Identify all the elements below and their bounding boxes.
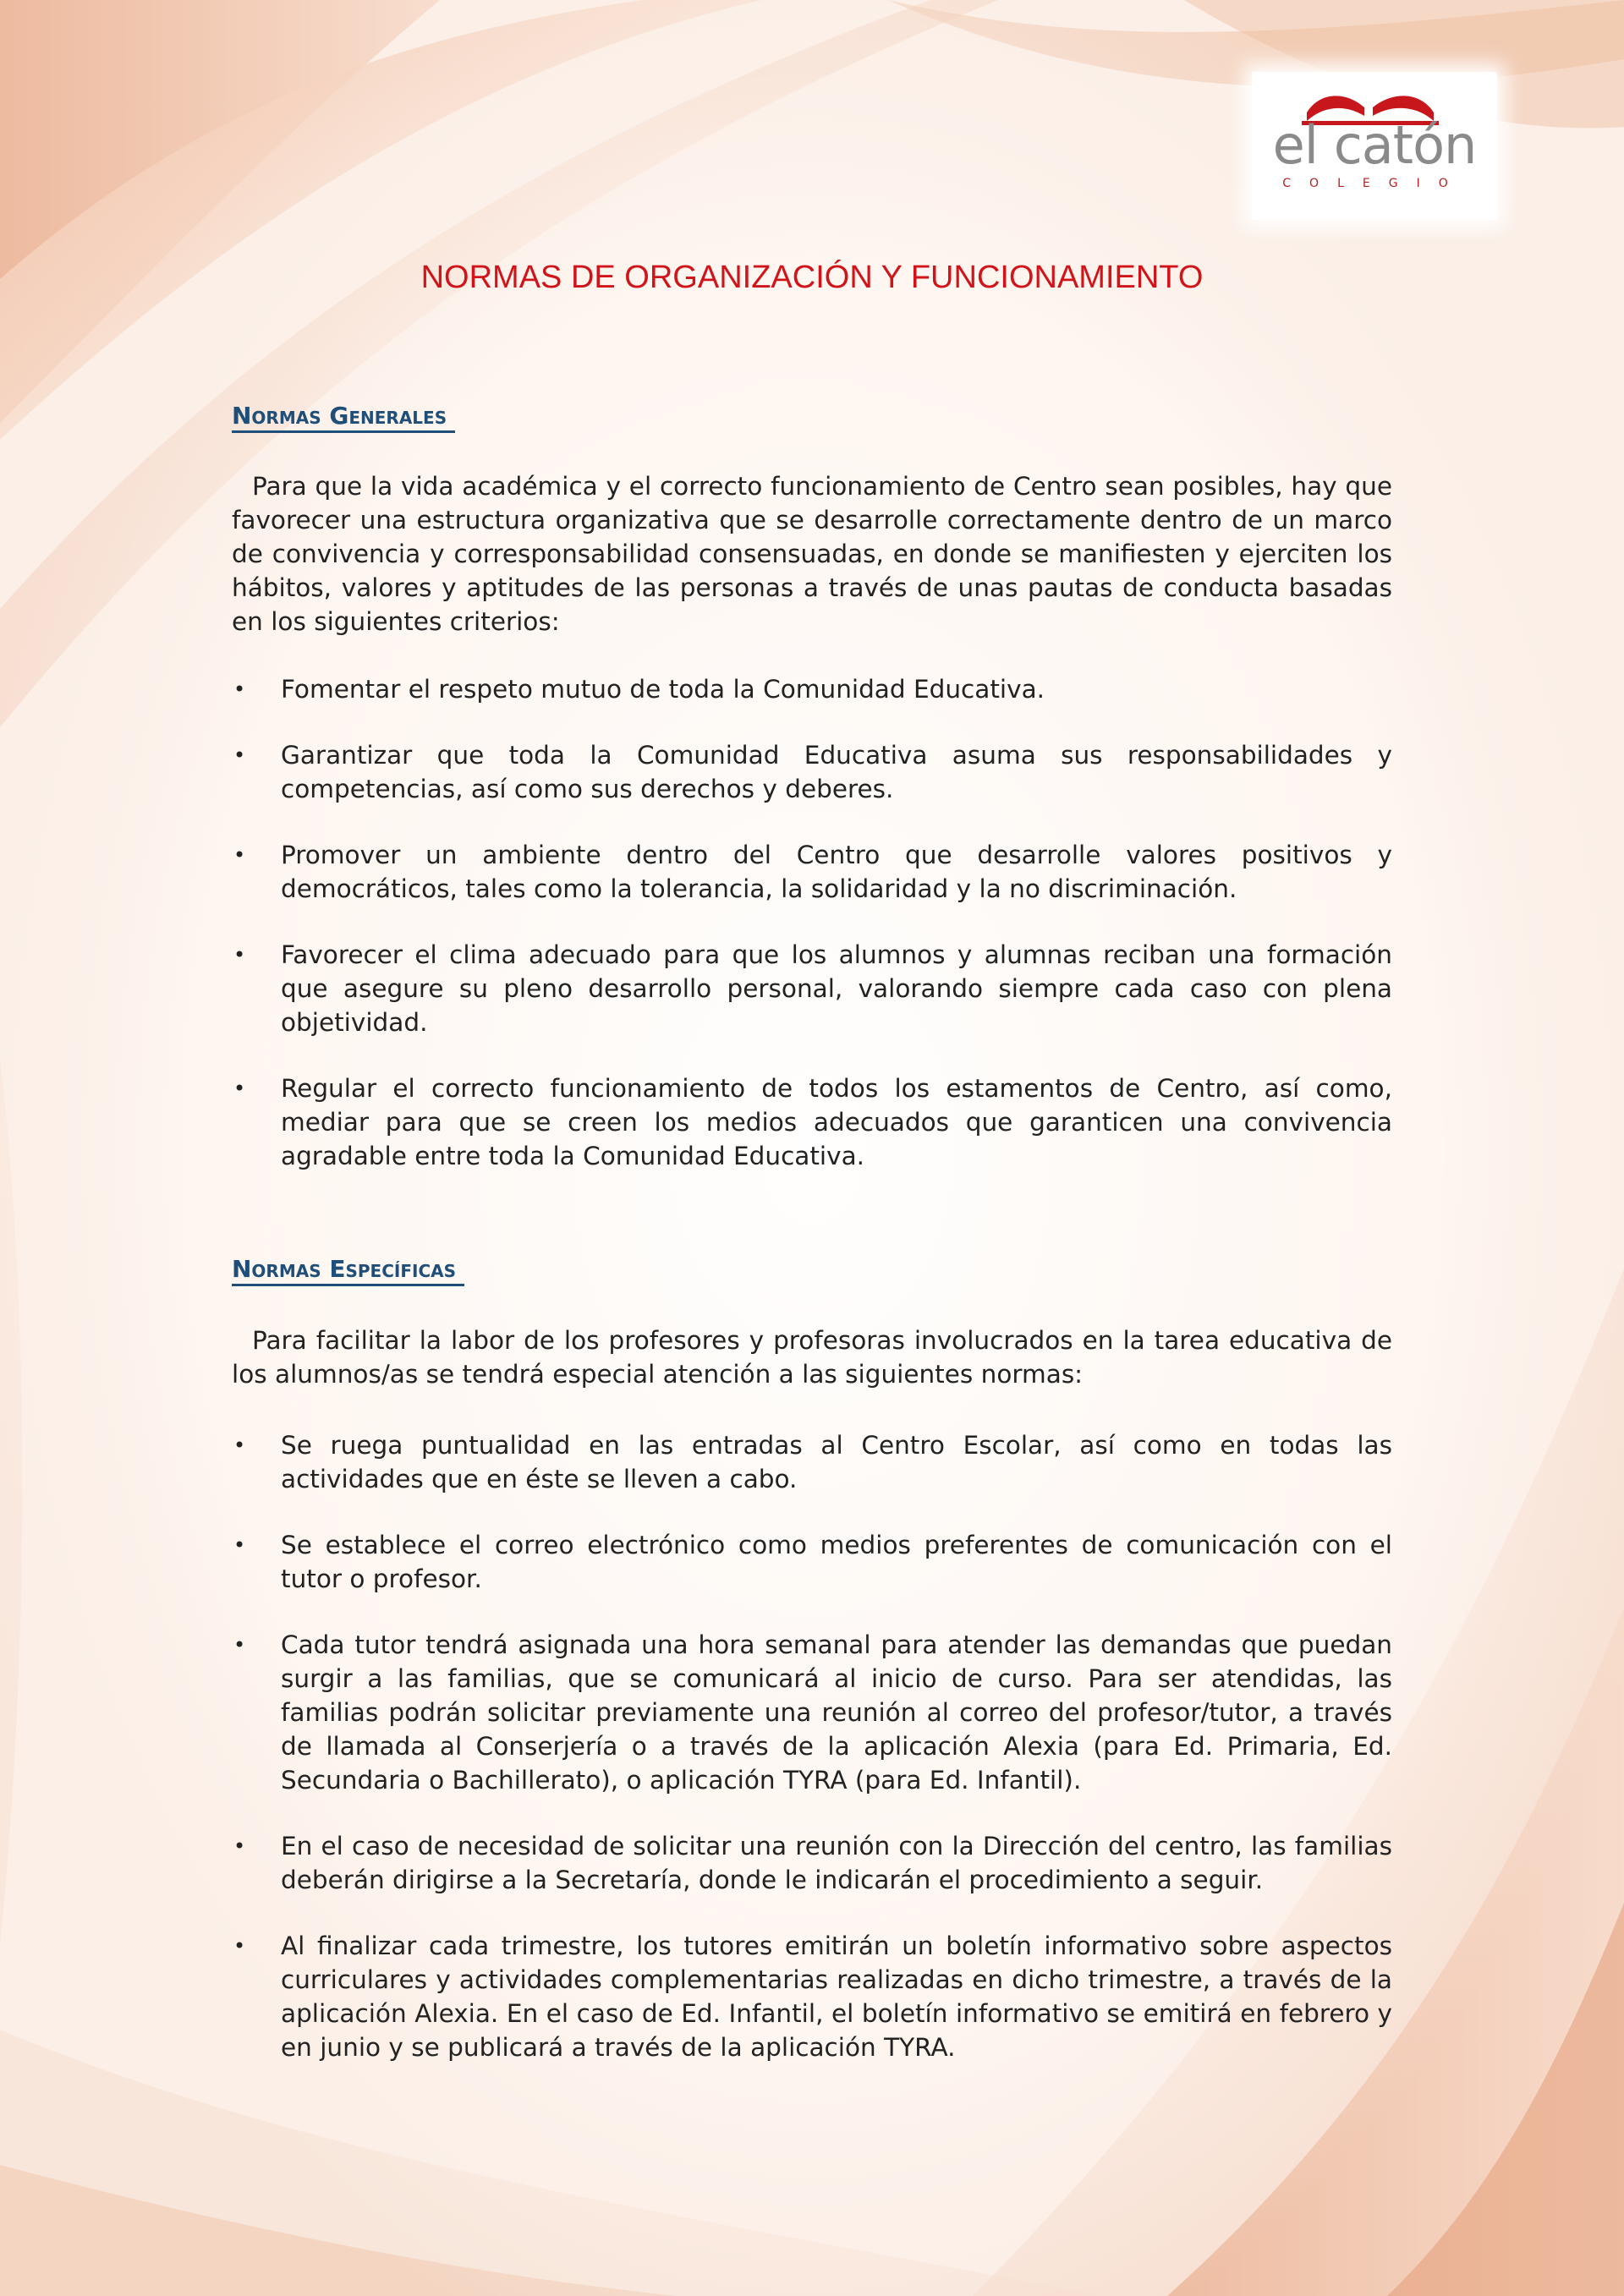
section-heading-specific: Normas Específicas <box>232 1255 464 1286</box>
bullet-icon: • <box>233 1834 246 1858</box>
bullet-icon: • <box>233 677 246 701</box>
list-item: • Fomentar el respeto mutuo de toda la Comunidad Educativa. <box>232 672 1392 706</box>
list-item: • Regular el correcto funcionamiento de todos los estamentos de Centro, así como, mediar para que se creen los medios adecuados que garanticen una convivencia agradable entre toda la Comunidad Educativa. <box>232 1071 1392 1173</box>
list-item: • Garantizar que toda la Comunidad Educativa asuma sus responsabilidades y competencias, así como sus derechos y deberes. <box>232 738 1392 806</box>
logo-name: el catón <box>1272 114 1477 176</box>
list-item: • Al finalizar cada trimestre, los tutores emitirán un boletín informativo sobre aspectos curriculares y actividades complementarias realizadas en dicho trimestre, a través de la aplicación Alexia. En el caso de Ed. Infantil, el boletín informativo se emitirá en febrero y en junio y se publicará a través de la aplicación TYRA. <box>232 1929 1392 2064</box>
school-logo <box>1252 72 1497 220</box>
list-item: • Favorecer el clima adecuado para que los alumnos y alumnas reciban una formación que asegure su pleno desarrollo personal, valorando siempre cada caso con plena objetividad. <box>232 938 1392 1039</box>
general-norms-list <box>232 672 1392 1173</box>
bullet-icon: • <box>233 843 246 867</box>
bullet-icon: • <box>233 1533 246 1557</box>
bullet-icon: • <box>233 1433 246 1457</box>
bullet-icon: • <box>233 943 246 967</box>
specific-norms-list <box>232 1428 1392 2064</box>
list-item: • Se ruega puntualidad en las entradas al Centro Escolar, así como en todas las actividades que en éste se lleven a cabo. <box>232 1428 1392 1496</box>
section-heading-general: Normas Generales <box>232 402 455 433</box>
bullet-icon: • <box>233 1633 246 1657</box>
list-item: • Cada tutor tendrá asignada una hora semanal para atender las demandas que puedan surgir a las familias, que se comunicará al inicio de curso. Para ser atendidas, las familias podrán solicitar previamente una reunión al correo del profesor/tutor, a través de llamada al Conserjería o a través de la aplicación Alexia (para Ed. Primaria, Ed. Secundaria o Bachillerato), o aplicación TYRA (para Ed. Infantil). <box>232 1628 1392 1797</box>
bullet-icon: • <box>233 743 246 767</box>
list-item: • Promover un ambiente dentro del Centro que desarrolle valores positivos y democráticos, tales como la tolerancia, la solidaridad y la no discriminación. <box>232 838 1392 906</box>
specific-intro-paragraph: Para facilitar la labor de los profesores y profesoras involucrados en la tarea educativa de los alumnos/as se tendrá especial atención a las siguientes normas: <box>232 1326 1392 1389</box>
bullet-icon: • <box>233 1934 246 1958</box>
document-title: NORMAS DE ORGANIZACIÓN Y FUNCIONAMIENTO <box>420 260 1204 295</box>
general-intro-paragraph: Para que la vida académica y el correcto funcionamiento de Centro sean posibles, hay que favorecer una estructura organizativa que se desarrolle correctamente dentro de un marco de convivencia y corresponsabilidad consensuadas, en donde se manifiesten y ejerciten los hábitos, valores y aptitudes de las personas a través de unas pautas de conducta basadas en los siguientes criterios: <box>232 472 1392 636</box>
logo-subtitle: COLEGIO <box>1282 177 1467 190</box>
list-item: • En el caso de necesidad de solicitar una reunión con la Dirección del centro, las familias deberán dirigirse a la Secretaría, donde le indicarán el procedimiento a seguir. <box>232 1829 1392 1897</box>
list-item: • Se establece el correo electrónico como medios preferentes de comunicación con el tutor o profesor. <box>232 1528 1392 1596</box>
bullet-icon: • <box>233 1077 246 1100</box>
